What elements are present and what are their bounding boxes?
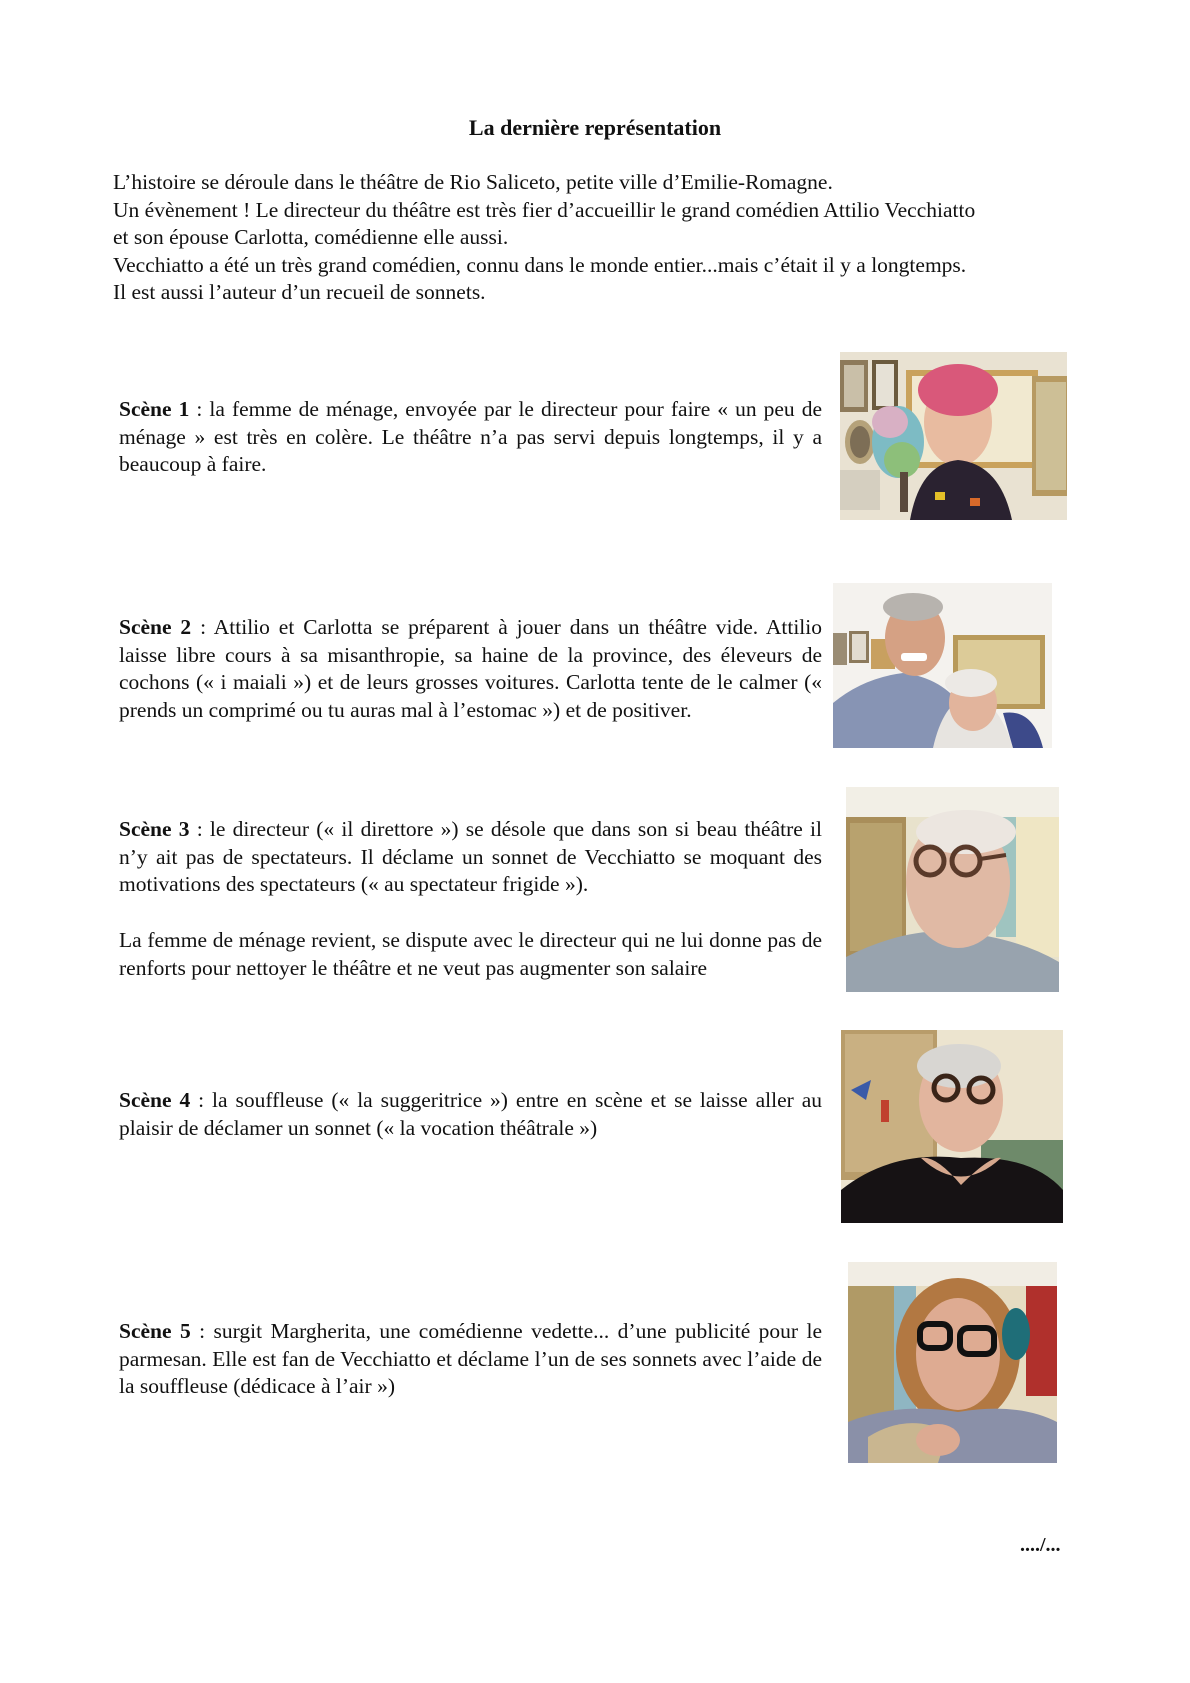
document-title: La dernière représentation: [468, 115, 722, 140]
scene-5-description: [119, 1318, 822, 1401]
scene-1-description: [119, 396, 822, 479]
scene-label: Scène 2: [119, 615, 192, 639]
intro-paragraph: [113, 169, 1113, 307]
margherita-photo: [848, 1262, 1057, 1463]
intro-line: Il est aussi l’auteur d’un recueil de sonnets.: [113, 280, 486, 304]
photo-image-icon: [833, 583, 1052, 748]
intro-line: Un évènement ! Le directeur du théâtre est très fier d’accueillir le grand comédien Attilio Vecchiatto: [113, 197, 976, 222]
intro-line: et son épouse Carlotta, comédienne elle aussi.: [113, 225, 509, 249]
intro-line: Vecchiatto a été un très grand comédien, connu dans le monde entier...mais c’était il y a longtemps.: [113, 252, 967, 277]
attilio-and-carlotta-photo: [833, 583, 1052, 748]
scene-text: : la souffleuse (« la suggeritrice ») entre en scène et se laisse aller au plaisir de déclamer un sonnet (« la vocation théâtrale »): [119, 1088, 822, 1140]
scene-paragraph: La femme de ménage revient, se dispute avec le directeur qui ne lui donne pas de renforts pour nettoyer le théâtre et ne veut pas augmenter son salaire: [119, 927, 822, 980]
photo-image-icon: [846, 787, 1059, 992]
scene-label: Scène 5: [119, 1319, 191, 1343]
scene-label: Scène 1: [119, 397, 190, 421]
photo-image-icon: [848, 1262, 1057, 1463]
scene-text: : Attilio et Carlotta se préparent à jouer dans un théâtre vide. Attilio laisse libre cours à sa misanthropie, sa haine de la province, des éleveurs de cochons (« i maiali ») et de leurs grosses voitures. Carlotta tente de le calmer (« prends un comprimé ou tu auras mal à l’estomac ») et de positiver.: [119, 615, 822, 723]
scene-label: Scène 3: [119, 817, 190, 841]
photo-image-icon: [841, 1030, 1063, 1223]
scene-text: : surgit Margherita, une comédienne vedette... d’une publicité pour le parmesan. Elle est fan de Vecchiatto et déclame l’un de ses sonnets avec l’aide de la souffleuse (dédicace à l’air »): [119, 1319, 822, 1399]
scene-text: : la femme de ménage, envoyée par le directeur pour faire « un peu de ménage » est très en colère. Le théâtre n’a pas servi depuis longtemps, il y a beaucoup à faire.: [119, 397, 822, 477]
director-photo: [846, 787, 1059, 992]
scene-paragraph: [119, 816, 822, 899]
scene-4-description: [119, 1087, 822, 1142]
scene-3-description: [119, 816, 822, 982]
prompter-photo: [841, 1030, 1063, 1223]
page-continuation-marker: ..../...: [1020, 1534, 1061, 1556]
cleaning-woman-photo: [840, 352, 1067, 520]
scene-label: Scène 4: [119, 1088, 191, 1112]
scene-2-description: [119, 614, 822, 725]
photo-image-icon: [840, 352, 1067, 520]
intro-line: L’histoire se déroule dans le théâtre de Rio Saliceto, petite ville d’Emilie-Romagne.: [113, 170, 833, 194]
scene-text: : le directeur (« il direttore ») se désole que dans son si beau théâtre il n’y ait pas de spectateurs. Il déclame un sonnet de Vecchiatto se moquant des motivations des spectateurs (« au spectateur frigide »).: [119, 817, 822, 897]
